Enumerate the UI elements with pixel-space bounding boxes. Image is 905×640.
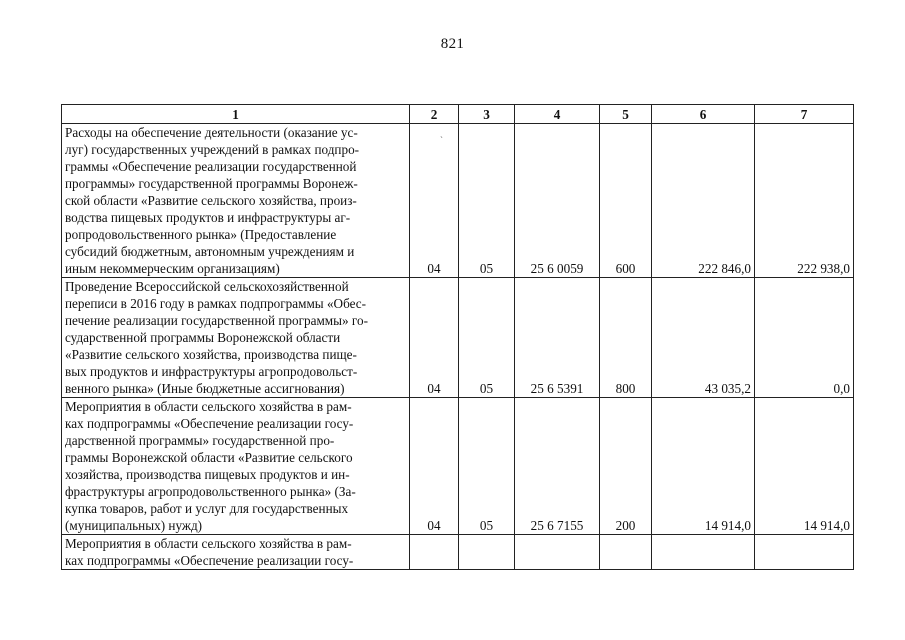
amount-col-6: 14 914,0	[652, 398, 755, 535]
amount-col-7: 222 938,0	[755, 124, 854, 278]
expense-type-code	[600, 535, 652, 570]
table-row	[62, 535, 854, 570]
header-col-2: 2	[410, 105, 459, 124]
row-description: Мероприятия в области сельского хозяйства в рам- ках подпрограммы «Обеспечение реализации госу- дарственной программы» государственной про- граммы Воронежской области «Развитие сельского хозяйства, производства пищевых продуктов и ин- фраструктуры агропродовольственного рынка» (За- купка товаров, работ и услуг для государственных (муниципальных) нужд)	[62, 398, 410, 535]
amount-col-6: 222 846,0	[652, 124, 755, 278]
budget-table	[61, 104, 854, 570]
scan-mark: ˋ	[440, 135, 443, 145]
target-article-code: 25 6 0059	[515, 124, 600, 278]
section-code: 04	[410, 398, 459, 535]
amount-col-7: 0,0	[755, 278, 854, 398]
row-description: Мероприятия в области сельского хозяйства в рам- ках подпрограммы «Обеспечение реализации госу-	[62, 535, 410, 570]
header-col-7: 7	[755, 105, 854, 124]
target-article-code: 25 6 7155	[515, 398, 600, 535]
expense-type-code: 600	[600, 124, 652, 278]
header-col-4: 4	[515, 105, 600, 124]
subsection-code: 05	[459, 124, 515, 278]
page-number: 821	[440, 36, 465, 52]
row-description: Расходы на обеспечение деятельности (оказание ус- луг) государственных учреждений в рамках подпро- граммы «Обеспечение реализации государственной программы» государственной программы Воронеж- ской области «Развитие сельского хозяйства, произ- водства пищевых продуктов и инфраструктуры аг- ропродовольственного рынка» (Предоставление субсидий бюджетным, автономным учреждениям и иным некоммерческим организациям)	[62, 124, 410, 278]
row-description: Проведение Всероссийской сельскохозяйственной переписи в 2016 году в рамках подпрограммы «Обес- печение реализации государственной программы» го- сударственной программы Воронежской области «Развитие сельского хозяйства, производства пище- вых продуктов и инфраструктуры агропродовольст- венного рынка» (Иные бюджетные ассигнования)	[62, 278, 410, 398]
amount-col-7: 14 914,0	[755, 398, 854, 535]
target-article-code: 25 6 5391	[515, 278, 600, 398]
table-row	[62, 124, 854, 278]
table-row	[62, 398, 854, 535]
expense-type-code: 200	[600, 398, 652, 535]
header-col-6: 6	[652, 105, 755, 124]
subsection-code: 05	[459, 278, 515, 398]
section-code: 04	[410, 278, 459, 398]
section-code: 04	[410, 124, 459, 278]
header-row	[62, 105, 854, 124]
expense-type-code: 800	[600, 278, 652, 398]
table-row	[62, 278, 854, 398]
header-col-3: 3	[459, 105, 515, 124]
target-article-code	[515, 535, 600, 570]
subsection-code	[459, 535, 515, 570]
amount-col-6	[652, 535, 755, 570]
header-col-1: 1	[62, 105, 410, 124]
amount-col-6: 43 035,2	[652, 278, 755, 398]
subsection-code: 05	[459, 398, 515, 535]
section-code	[410, 535, 459, 570]
amount-col-7	[755, 535, 854, 570]
header-col-5: 5	[600, 105, 652, 124]
